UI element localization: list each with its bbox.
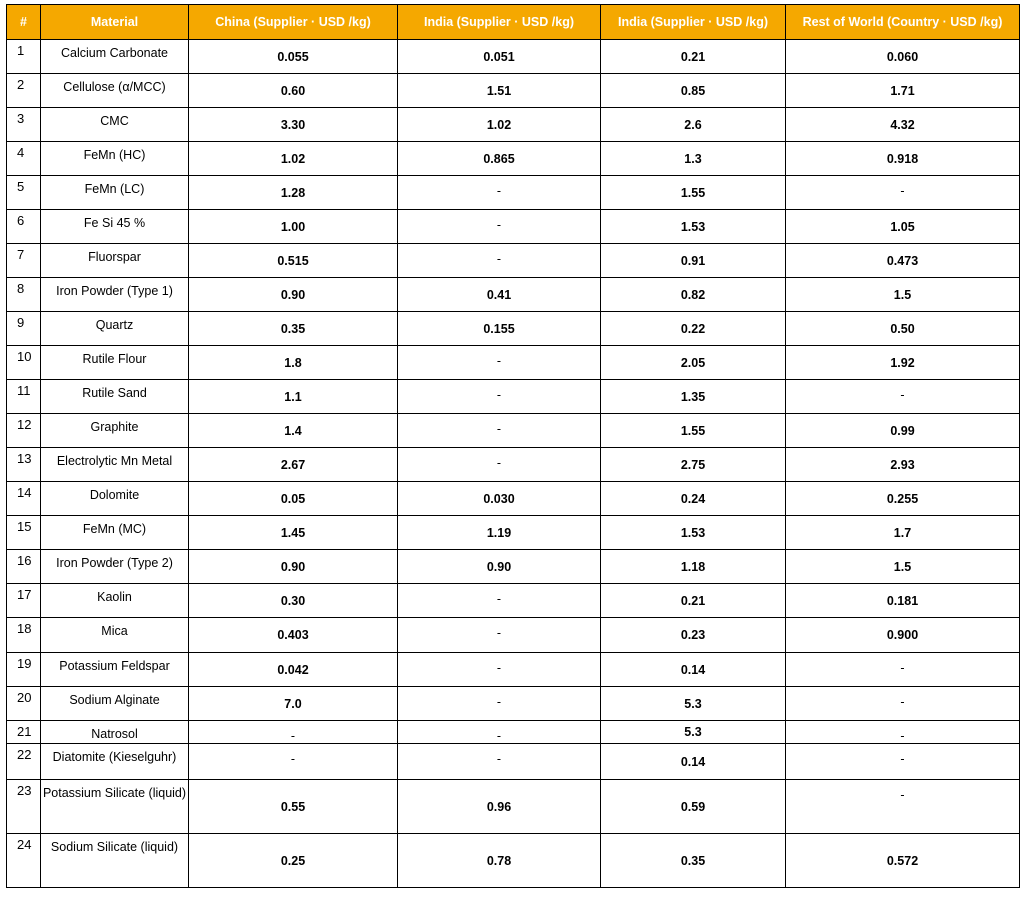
row-number: 4 [7, 142, 41, 176]
rest-of-world-price: 1.71 [786, 74, 1020, 108]
material-name: Iron Powder (Type 2) [41, 550, 189, 584]
india2-price: 5.3 [601, 687, 786, 721]
table-row [7, 176, 1020, 210]
header-rest-of-world: Rest of World (Country · USD /kg) [786, 5, 1020, 40]
material-name: Sodium Alginate [41, 687, 189, 721]
table-row [7, 278, 1020, 312]
row-number: 16 [7, 550, 41, 584]
india1-price: - [398, 176, 601, 210]
material-name: Sodium Silicate (liquid) [41, 834, 189, 888]
india1-price: - [398, 618, 601, 653]
table-row [7, 448, 1020, 482]
rest-of-world-price: - [786, 721, 1020, 744]
material-name: Fe Si 45 % [41, 210, 189, 244]
row-number: 9 [7, 312, 41, 346]
india1-price: 0.41 [398, 278, 601, 312]
india2-price: 0.35 [601, 834, 786, 888]
material-name: FeMn (LC) [41, 176, 189, 210]
table-row [7, 584, 1020, 618]
header-material: Material [41, 5, 189, 40]
material-name: Calcium Carbonate [41, 40, 189, 74]
india2-price: 0.82 [601, 278, 786, 312]
china-price: 2.67 [189, 448, 398, 482]
row-number: 23 [7, 780, 41, 834]
table-row [7, 653, 1020, 687]
row-number: 19 [7, 653, 41, 687]
india1-price: 0.90 [398, 550, 601, 584]
row-number: 15 [7, 516, 41, 550]
table-header-row [7, 5, 1020, 40]
rest-of-world-price: 1.5 [786, 278, 1020, 312]
row-number: 18 [7, 618, 41, 653]
india1-price: - [398, 584, 601, 618]
row-number: 2 [7, 74, 41, 108]
table-row [7, 210, 1020, 244]
table-row [7, 780, 1020, 834]
india1-price: 0.155 [398, 312, 601, 346]
row-number: 20 [7, 687, 41, 721]
china-price: 0.90 [189, 278, 398, 312]
table-row [7, 550, 1020, 584]
material-name: Quartz [41, 312, 189, 346]
india1-price: - [398, 744, 601, 780]
material-name: Potassium Feldspar [41, 653, 189, 687]
india2-price: 0.24 [601, 482, 786, 516]
material-name: Rutile Sand [41, 380, 189, 414]
table-row [7, 618, 1020, 653]
india1-price: 1.02 [398, 108, 601, 142]
rest-of-world-price: - [786, 780, 1020, 834]
india1-price: - [398, 687, 601, 721]
china-price: 1.02 [189, 142, 398, 176]
table-row [7, 482, 1020, 516]
india2-price: 0.14 [601, 744, 786, 780]
table-row [7, 744, 1020, 780]
rest-of-world-price: 1.05 [786, 210, 1020, 244]
china-price: 0.25 [189, 834, 398, 888]
row-number: 3 [7, 108, 41, 142]
rest-of-world-price: 2.93 [786, 448, 1020, 482]
row-number: 8 [7, 278, 41, 312]
india2-price: 0.14 [601, 653, 786, 687]
rest-of-world-price: - [786, 176, 1020, 210]
india1-price: 0.96 [398, 780, 601, 834]
header-number: # [7, 5, 41, 40]
india2-price: 0.22 [601, 312, 786, 346]
india2-price: 2.6 [601, 108, 786, 142]
table-row [7, 687, 1020, 721]
table-row [7, 244, 1020, 278]
india1-price: - [398, 414, 601, 448]
china-price: 0.35 [189, 312, 398, 346]
india1-price: 0.030 [398, 482, 601, 516]
india2-price: 0.23 [601, 618, 786, 653]
china-price: 1.28 [189, 176, 398, 210]
material-price-table [6, 4, 1020, 888]
china-price: 0.55 [189, 780, 398, 834]
china-price: 0.515 [189, 244, 398, 278]
material-name: Iron Powder (Type 1) [41, 278, 189, 312]
table-row [7, 142, 1020, 176]
header-india-1: India (Supplier · USD /kg) [398, 5, 601, 40]
china-price: 0.403 [189, 618, 398, 653]
india1-price: 0.78 [398, 834, 601, 888]
table-row [7, 721, 1020, 744]
material-name: FeMn (HC) [41, 142, 189, 176]
header-china: China (Supplier · USD /kg) [189, 5, 398, 40]
china-price: 0.055 [189, 40, 398, 74]
india2-price: 1.3 [601, 142, 786, 176]
material-name: Dolomite [41, 482, 189, 516]
china-price: 0.05 [189, 482, 398, 516]
material-name: Fluorspar [41, 244, 189, 278]
rest-of-world-price: 4.32 [786, 108, 1020, 142]
india1-price: - [398, 346, 601, 380]
china-price: 0.60 [189, 74, 398, 108]
row-number: 10 [7, 346, 41, 380]
row-number: 6 [7, 210, 41, 244]
china-price: 1.45 [189, 516, 398, 550]
row-number: 13 [7, 448, 41, 482]
india2-price: 5.3 [601, 721, 786, 744]
india2-price: 2.05 [601, 346, 786, 380]
material-name: Cellulose (α/MCC) [41, 74, 189, 108]
india2-price: 1.55 [601, 176, 786, 210]
india1-price: 1.51 [398, 74, 601, 108]
material-name: Natrosol [41, 721, 189, 744]
table-row [7, 834, 1020, 888]
rest-of-world-price: 0.900 [786, 618, 1020, 653]
table-row [7, 346, 1020, 380]
rest-of-world-price: 0.060 [786, 40, 1020, 74]
row-number: 17 [7, 584, 41, 618]
rest-of-world-price: 1.7 [786, 516, 1020, 550]
india2-price: 1.55 [601, 414, 786, 448]
table-row [7, 312, 1020, 346]
table-row [7, 108, 1020, 142]
rest-of-world-price: 0.99 [786, 414, 1020, 448]
rest-of-world-price: - [786, 653, 1020, 687]
india2-price: 2.75 [601, 448, 786, 482]
rest-of-world-price: 0.255 [786, 482, 1020, 516]
india1-price: - [398, 653, 601, 687]
india1-price: - [398, 721, 601, 744]
china-price: - [189, 721, 398, 744]
rest-of-world-price: 0.50 [786, 312, 1020, 346]
india2-price: 0.21 [601, 584, 786, 618]
row-number: 24 [7, 834, 41, 888]
china-price: 0.90 [189, 550, 398, 584]
row-number: 11 [7, 380, 41, 414]
material-name: Graphite [41, 414, 189, 448]
row-number: 1 [7, 40, 41, 74]
india1-price: - [398, 210, 601, 244]
row-number: 14 [7, 482, 41, 516]
table-body [7, 40, 1020, 888]
material-name: Electrolytic Mn Metal [41, 448, 189, 482]
china-price: 0.042 [189, 653, 398, 687]
india2-price: 0.21 [601, 40, 786, 74]
table-row [7, 40, 1020, 74]
rest-of-world-price: - [786, 687, 1020, 721]
material-name: Potassium Silicate (liquid) [41, 780, 189, 834]
india1-price: 0.051 [398, 40, 601, 74]
rest-of-world-price: - [786, 380, 1020, 414]
india1-price: - [398, 448, 601, 482]
china-price: 1.8 [189, 346, 398, 380]
china-price: - [189, 744, 398, 780]
row-number: 7 [7, 244, 41, 278]
rest-of-world-price: 1.92 [786, 346, 1020, 380]
table-row [7, 516, 1020, 550]
rest-of-world-price: - [786, 744, 1020, 780]
table-row [7, 380, 1020, 414]
material-name: Diatomite (Kieselguhr) [41, 744, 189, 780]
india2-price: 0.59 [601, 780, 786, 834]
india2-price: 1.53 [601, 210, 786, 244]
china-price: 1.4 [189, 414, 398, 448]
row-number: 12 [7, 414, 41, 448]
india1-price: 1.19 [398, 516, 601, 550]
material-name: Kaolin [41, 584, 189, 618]
material-name: FeMn (MC) [41, 516, 189, 550]
table-row [7, 74, 1020, 108]
price-table-container [6, 4, 1020, 888]
rest-of-world-price: 0.473 [786, 244, 1020, 278]
row-number: 22 [7, 744, 41, 780]
india2-price: 1.53 [601, 516, 786, 550]
india2-price: 1.18 [601, 550, 786, 584]
india2-price: 0.91 [601, 244, 786, 278]
china-price: 1.1 [189, 380, 398, 414]
header-india-2: India (Supplier · USD /kg) [601, 5, 786, 40]
rest-of-world-price: 0.918 [786, 142, 1020, 176]
row-number: 5 [7, 176, 41, 210]
india2-price: 0.85 [601, 74, 786, 108]
india2-price: 1.35 [601, 380, 786, 414]
material-name: Rutile Flour [41, 346, 189, 380]
rest-of-world-price: 1.5 [786, 550, 1020, 584]
rest-of-world-price: 0.181 [786, 584, 1020, 618]
china-price: 1.00 [189, 210, 398, 244]
row-number: 21 [7, 721, 41, 744]
china-price: 3.30 [189, 108, 398, 142]
material-name: Mica [41, 618, 189, 653]
china-price: 0.30 [189, 584, 398, 618]
rest-of-world-price: 0.572 [786, 834, 1020, 888]
table-row [7, 414, 1020, 448]
india1-price: 0.865 [398, 142, 601, 176]
india1-price: - [398, 380, 601, 414]
india1-price: - [398, 244, 601, 278]
material-name: CMC [41, 108, 189, 142]
china-price: 7.0 [189, 687, 398, 721]
